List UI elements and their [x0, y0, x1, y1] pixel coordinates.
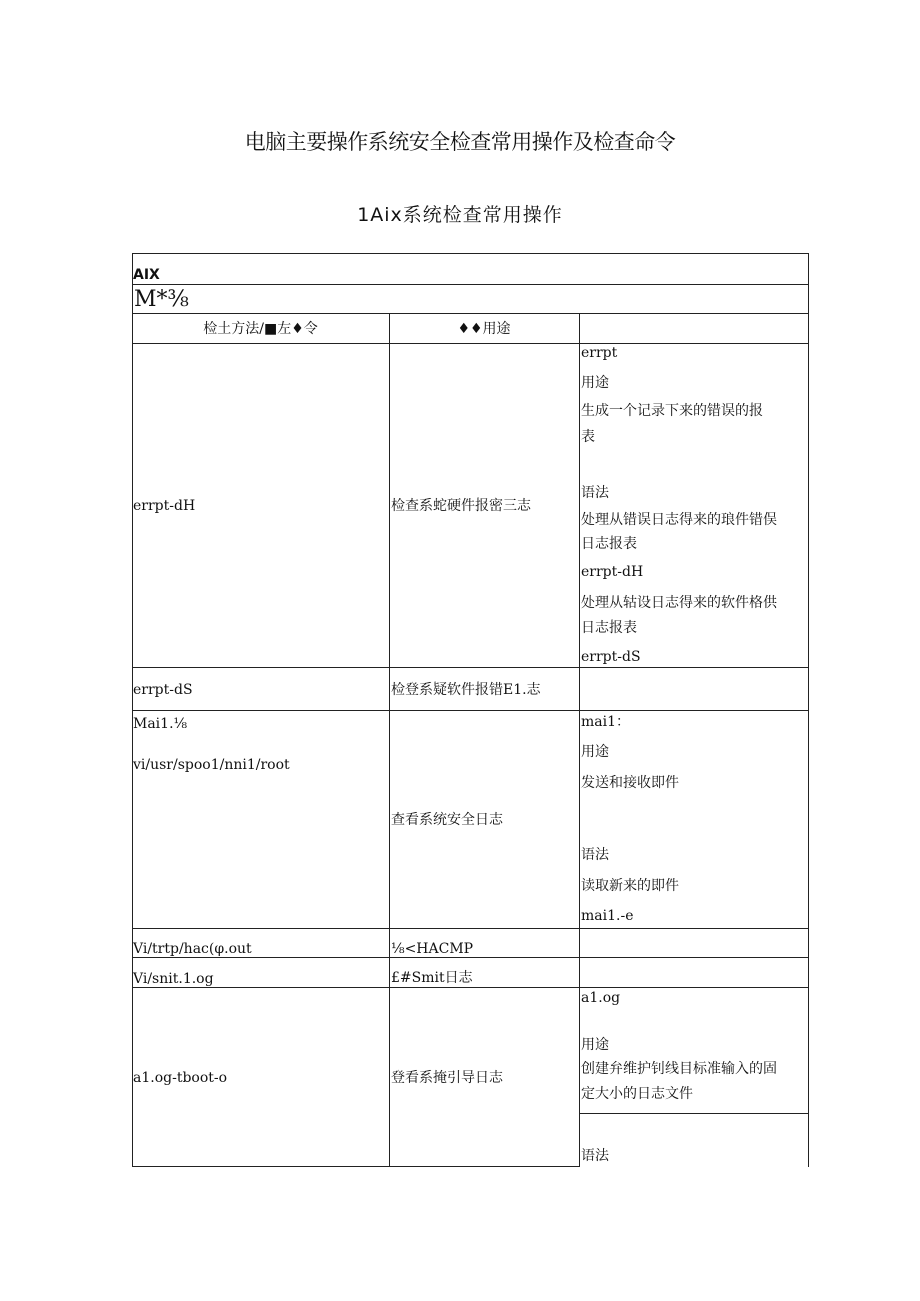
column-header-method: 检土方法/■左♦令: [203, 321, 318, 337]
purpose-cell: 检登系疑软件报错E1.志: [391, 682, 541, 698]
note-line: 用途: [581, 375, 609, 391]
note-line: 处理从轱设日志得来的软件格供: [581, 595, 777, 611]
command-cell: Mai1.⅛: [133, 716, 188, 732]
note-line: 生成一个记录下来的错误的报: [581, 403, 763, 419]
note-line: 发送和接收即件: [581, 775, 679, 791]
document-subtitle: 1Aix系统检查常用操作: [357, 204, 563, 226]
command-cell: errpt-dH: [133, 498, 196, 514]
note-line: 日志报表: [581, 620, 637, 636]
note-line: 语法: [581, 847, 609, 863]
note-line: a1.og: [581, 990, 621, 1006]
purpose-cell: 查看系统安全日志: [391, 812, 503, 828]
section-sublabel: M*⅜: [134, 287, 189, 312]
table-rule: [389, 313, 390, 1167]
table-rule: [132, 253, 133, 1167]
table-rule: [132, 253, 809, 254]
note-line: mai1：: [581, 714, 631, 730]
table-rule: [132, 667, 809, 668]
note-line: errpt-dS: [581, 649, 641, 665]
note-line: 语法: [581, 1148, 609, 1164]
note-line: errpt-dH: [581, 564, 644, 580]
note-line: 表: [581, 429, 595, 445]
purpose-cell: £#Smit日志: [391, 970, 473, 986]
purpose-cell: 登看系掩引导日志: [391, 1070, 503, 1086]
note-line: mai1.-e: [581, 908, 634, 924]
table-rule: [132, 1166, 579, 1167]
note-line: 用途: [581, 744, 609, 760]
table-rule: [132, 343, 809, 344]
note-line: errpt: [581, 345, 618, 361]
note-line: 语法: [581, 485, 609, 501]
note-line: 日志报表: [581, 536, 637, 552]
command-cell: errpt-dS: [133, 682, 193, 698]
command-cell-extra: vi/usr/spoo1/nni1/root: [133, 757, 290, 773]
purpose-cell: ⅛<HACMP: [391, 941, 474, 957]
note-line: 读取新来的即件: [581, 878, 679, 894]
column-header-purpose: ♦♦用途: [457, 321, 511, 337]
table-rule: [579, 1113, 809, 1114]
note-line: 创建弁维护钊线目标准输入的固: [581, 1061, 777, 1077]
table-rule: [579, 313, 580, 1167]
table-rule: [808, 253, 809, 1167]
note-line: 处理从错误日志得来的琅件错俣: [581, 512, 777, 528]
table-rule: [132, 710, 809, 711]
section-label: AIX: [133, 267, 160, 283]
table-rule: [132, 284, 809, 285]
note-line: 定大小的日志文件: [581, 1086, 693, 1102]
table-rule: [132, 313, 809, 314]
command-cell: Vi/snit.1.og: [133, 971, 214, 987]
purpose-cell: 检查系蛇硬件报密三志: [391, 498, 531, 514]
command-cell: Vi/trtp/hac(φ.out: [133, 941, 252, 957]
table-rule: [132, 987, 809, 988]
note-line: 用途: [581, 1037, 609, 1053]
document-title: 电脑主要操作系统安全检查常用操作及检查命令: [244, 130, 676, 154]
command-cell: a1.og-tboot-o: [133, 1070, 228, 1086]
table-rule: [132, 928, 809, 929]
